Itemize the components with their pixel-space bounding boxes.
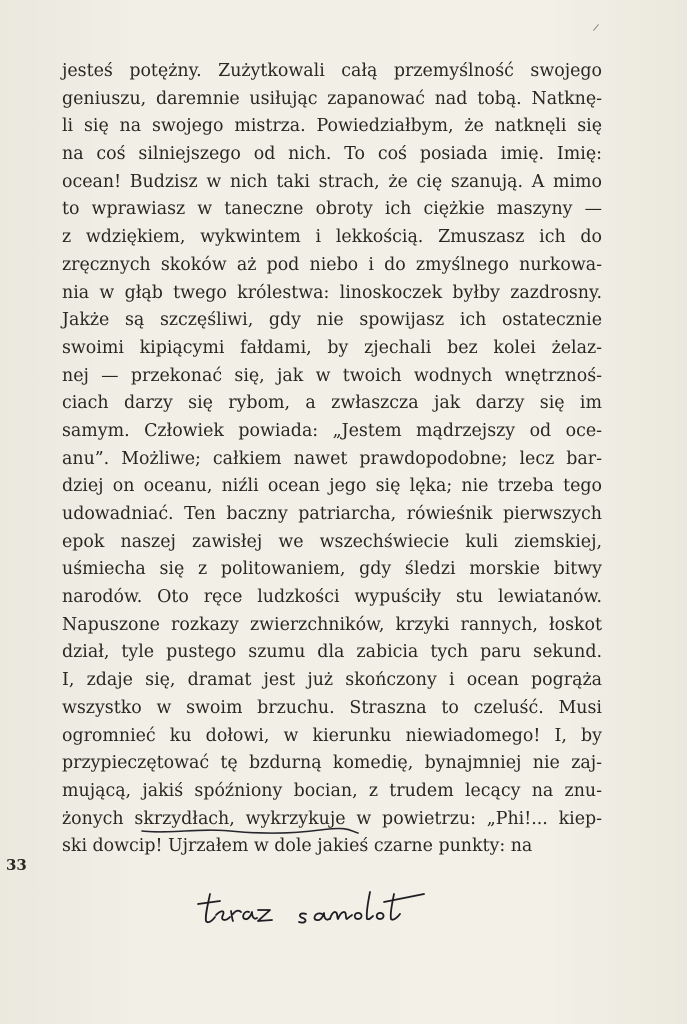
text-line: Jakże są szczęśliwi, gdy nie spowijasz ich ostatecznie (62, 310, 602, 331)
body-text (62, 58, 602, 861)
text-line: ciach darzy się rybom, a zwłaszcza jak darzy się im (62, 393, 602, 414)
text-line: li się na swojego mistrza. Powiedziałbym, że natknęli się (62, 116, 602, 137)
text-line: swoimi kipiącymi fałdami, by zjechali bez kolei żelaz- (62, 337, 602, 358)
text-line: zręcznych skoków aż pod niebo i do zmyślnego nurkowa- (62, 254, 602, 275)
text-line: ocean! Budzisz w nich taki strach, że cię szanują. A mimo (62, 171, 602, 192)
text-line: dział, tyle pustego szumu dla zabicia tych paru sekund. (62, 642, 602, 663)
text-line: to wprawiasz w taneczne obroty ich ciężkie maszyny — (62, 199, 602, 220)
text-line: epok naszej zawisłej we wszechświecie kuli ziemskiej, (62, 531, 602, 552)
text-line: jesteś potężny. Zużytkowali całą przemyślność swojego (62, 61, 602, 81)
text-line: żonych skrzydłach, wykrzykuje w powietrzu: „Phi!... kiep- (62, 808, 602, 829)
text-line: ogromnieć ku dołowi, w kierunku niewiadomego! I, by (62, 725, 602, 746)
text-line: ski dowcip! Ujrzałem w dole jakieś czarne punkty: na (62, 836, 533, 857)
text-line: z wdziękiem, wykwintem i lekkością. Zmuszasz ich do (62, 227, 602, 248)
text-line: samym. Człowiek powiada: „Jestem mądrzejszy od oce- (62, 420, 602, 441)
text-line: na coś silniejszego od nich. To coś posiada imię. Imię: (62, 144, 602, 165)
page-number: 33 (6, 856, 27, 874)
pencil-tick-mark (593, 24, 599, 31)
handwritten-underline (140, 825, 360, 837)
text-line: nej — przekonać się, jak w twoich wodnych wnętrznoś- (62, 365, 602, 386)
text-line: Napuszone rozkazy zwierzchników, krzyki rannych, łoskot (62, 614, 602, 635)
text-line: uśmiecha się z politowaniem, gdy śledzi morskie bitwy (62, 559, 602, 580)
text-line: wszystko w swoim brzuchu. Straszna to czeluść. Musi (62, 697, 602, 718)
text-line: nia w głąb twego królestwa: linoskoczek byłby zazdrosny. (62, 282, 602, 303)
handwritten-annotation (194, 888, 434, 934)
text-line: I, zdaje się, dramat jest już skończony i ocean pogrąża (62, 670, 602, 691)
text-line: geniuszu, daremnie usiłując zapanować nad tobą. Natknę- (62, 88, 602, 109)
text-line: anu”. Możliwe; całkiem nawet prawdopodobne; lecz bar- (62, 448, 602, 469)
text-line: przypieczętować tę bzdurną komedię, bynajmniej nie zaj- (62, 753, 602, 774)
text-line: dziej on oceanu, niźli ocean jego się lęka; nie trzeba tego (62, 476, 602, 497)
text-line: mującą, jakiś spóźniony bocian, z trudem lecący na znu- (62, 780, 602, 801)
text-line: udowadniać. Ten baczny patriarcha, rówieśnik pierwszych (62, 504, 602, 524)
text-line: narodów. Oto ręce ludzkości wypuściły stu lewiatanów. (62, 587, 602, 608)
